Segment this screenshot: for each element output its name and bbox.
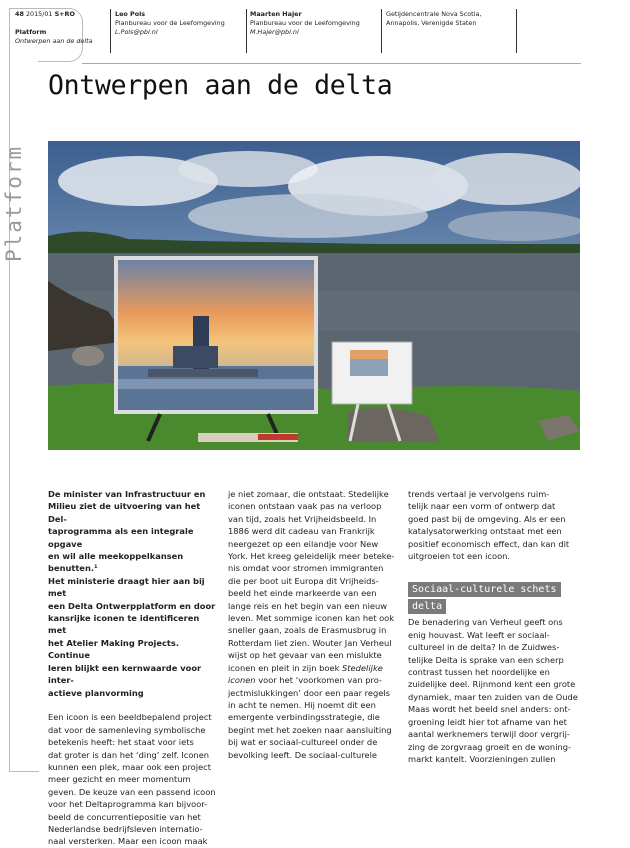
author-org: Planbureau voor de Leefomgeving: [115, 19, 225, 27]
body-line: telijk naar een vorm of ontwerp dat: [408, 501, 556, 512]
body-line: Nederlandse bedrijfsleven internatio-: [48, 823, 203, 834]
issue: 2015/01: [25, 10, 53, 18]
side-section-label: Platform: [2, 144, 26, 262]
body-paragraph: [48, 711, 218, 847]
body-line: dat voor de samenleving symbolische: [48, 724, 206, 735]
body-line: aantal werknemers terwijl door vergrij-: [408, 729, 570, 740]
body-line: nis omdat voor stromen immigranten: [228, 563, 384, 574]
author-email[interactable]: M.Hajer@pbl.nl: [250, 28, 299, 36]
body-line: positief economisch effect, dan kan dit: [408, 538, 570, 549]
body-line: cultureel in de delta? In de Zuidwes-: [408, 642, 560, 653]
lead-line: een Delta Ontwerpplatform en door: [48, 600, 216, 611]
header-divider: [516, 9, 517, 53]
photo-credit-line: Getijdencentrale Nova Scotia,: [386, 10, 482, 18]
book-title: Stedelijke: [342, 662, 383, 673]
author-org: Planbureau voor de Leefomgeving: [250, 19, 360, 27]
body-line: zuidelijke deel. Rijnmond kent een grote: [408, 679, 576, 690]
author-name: Leo Pols: [115, 10, 146, 18]
book-title: iconen: [228, 675, 256, 686]
body-line: jectmislukkingen’ door een paar regels: [228, 687, 390, 698]
body-line: contrast tussen het noordelijke en: [408, 667, 550, 678]
journal-name: S+RO: [54, 10, 75, 18]
lead-line: het Atelier Making Projects. Continue: [48, 637, 179, 661]
book-post-text: voor het ‘voorkomen van pro-: [255, 675, 382, 686]
body-line-book: [228, 662, 398, 674]
body-line: Maas wordt het beeld snel anders: ont-: [408, 704, 571, 715]
text-column-3: [408, 488, 578, 765]
body-line: groening leidt hier tot afname van het: [408, 716, 567, 727]
body-line: leven. Met sommige iconen kan het ook: [228, 613, 395, 624]
body-line: telijke Delta is sprake van een scherp: [408, 654, 564, 665]
body-line: bij wat er sociaal-cultureel onder de: [228, 737, 378, 748]
section-name: Platform: [15, 28, 47, 36]
page-title: Ontwerpen aan de delta: [48, 70, 393, 101]
body-line: meer gezicht en meer momentum: [48, 774, 191, 785]
article-short-title: Ontwerpen aan de delta: [15, 37, 93, 45]
body-line: zing de zorgvraag groeit en de woning-: [408, 741, 572, 752]
lead-line: Milieu ziet de uitvoering van het Del-: [48, 501, 201, 524]
body-line: naal versterken. Maar een icoon maak: [48, 836, 208, 847]
subheading-line: Sociaal-culturele schets: [408, 582, 561, 597]
header-divider: [246, 9, 247, 53]
body-line: voor het Deltaprogramma kan bijvoor-: [48, 799, 208, 810]
body-line: geven. De keuze van een passend icoon: [48, 786, 216, 797]
body-line: in acht te nemen. Hij noemt dit een: [228, 699, 376, 710]
body-line: Een icoon is een beeldbepalend project: [48, 712, 212, 723]
body-line: emergente verbindingsstrategie, die: [228, 712, 380, 723]
section-subheading: [408, 582, 578, 616]
lead-line: leren blijkt een kernwaarde voor inter-: [48, 662, 202, 686]
header-issue-block: [15, 10, 110, 46]
lead-line: actieve planvorming: [48, 687, 144, 698]
body-line: van tijd, zoals het Vrijheidsbeeld. In: [228, 513, 377, 524]
lead-line: taprogramma als een integrale opgave: [48, 526, 194, 549]
body-line: uitgroeien tot een icoon.: [408, 551, 511, 562]
body-line: lange reis en het begin van een nieuw: [228, 600, 388, 611]
subheading-line: delta: [408, 599, 446, 614]
author-block-1: [115, 10, 245, 37]
photo-landscape-painting: [48, 141, 580, 450]
body-line: die per boot uit Europa dit Vrijheids-: [228, 575, 379, 586]
article-photo: [48, 141, 580, 450]
body-line: kunnen een plek, maar ook een project: [48, 761, 211, 772]
body-line: bevolking leeft. De sociaal-culturele: [228, 749, 377, 760]
body-line: beeld het einde markeerde van een: [228, 588, 377, 599]
body-line: goed past bij de omgeving. Als er een: [408, 513, 566, 524]
body-line: 1886 werd dit cadeau van Frankrijk: [228, 526, 375, 537]
body-line: dat groter is dan het ‘ding’ zelf. Iconen: [48, 749, 210, 760]
book-pre-text: iconen en pleit in zijn boek: [228, 662, 343, 673]
lead-paragraph: [48, 488, 218, 699]
body-line: trends vertaal je vervolgens ruim-: [408, 489, 550, 499]
section-letter-outline: [9, 8, 39, 772]
page-number: 48: [15, 10, 24, 18]
lead-line: Het ministerie draagt hier aan bij met: [48, 575, 205, 599]
lead-line: en wil alle meekoppelkansen benutten.¹: [48, 551, 184, 574]
body-line: betekenis heeft: het staat voor iets: [48, 737, 194, 748]
body-line: York. Het kreeg geleidelijk meer beteke-: [228, 551, 395, 562]
body-line-book: [228, 674, 398, 686]
body-line: neergezet op een eilandje voor New: [228, 538, 379, 549]
body-line: wijst op het gevaar van een mislukte: [228, 650, 382, 661]
header-rule: [82, 63, 581, 64]
body-line: dynamiek, maar ten zuiden van de Oude: [408, 691, 578, 702]
header-divider: [381, 9, 382, 53]
body-line: katalysatorwerking ontstaat met een: [408, 526, 562, 537]
body-line: beeld de concurrentiepositie van het: [48, 811, 201, 822]
author-email[interactable]: L.Pols@pbl.nl: [115, 28, 158, 36]
body-line: iconen ontstaan vaak pas na verloop: [228, 501, 382, 512]
lead-line: De minister van Infrastructuur en: [48, 489, 206, 499]
lead-line: kansrijke iconen te identificeren met: [48, 613, 200, 636]
body-line: markt kantelt. Voorzieningen zullen: [408, 753, 556, 764]
photo-credit-line: Annapolis, Verenigde Staten: [386, 19, 477, 27]
text-column-1: [48, 488, 218, 848]
body-line: Rotterdam liet zien. Wouter Jan Verheul: [228, 637, 392, 648]
photo-credit: [386, 10, 514, 28]
body-line: De benadering van Verheul geeft ons: [408, 617, 563, 628]
text-column-2: [228, 488, 398, 761]
body-line: begint met het zoeken naar aansluiting: [228, 724, 392, 735]
body-line: sneller gaan, zoals de Erasmusbrug in: [228, 625, 387, 636]
author-block-2: [250, 10, 380, 37]
author-name: Maarten Hajer: [250, 10, 302, 18]
header-divider: [110, 9, 111, 53]
body-line: je niet zomaar, die ontstaat. Stedelijke: [228, 489, 389, 499]
body-line: enig houvast. Wat leeft er sociaal-: [408, 629, 550, 640]
